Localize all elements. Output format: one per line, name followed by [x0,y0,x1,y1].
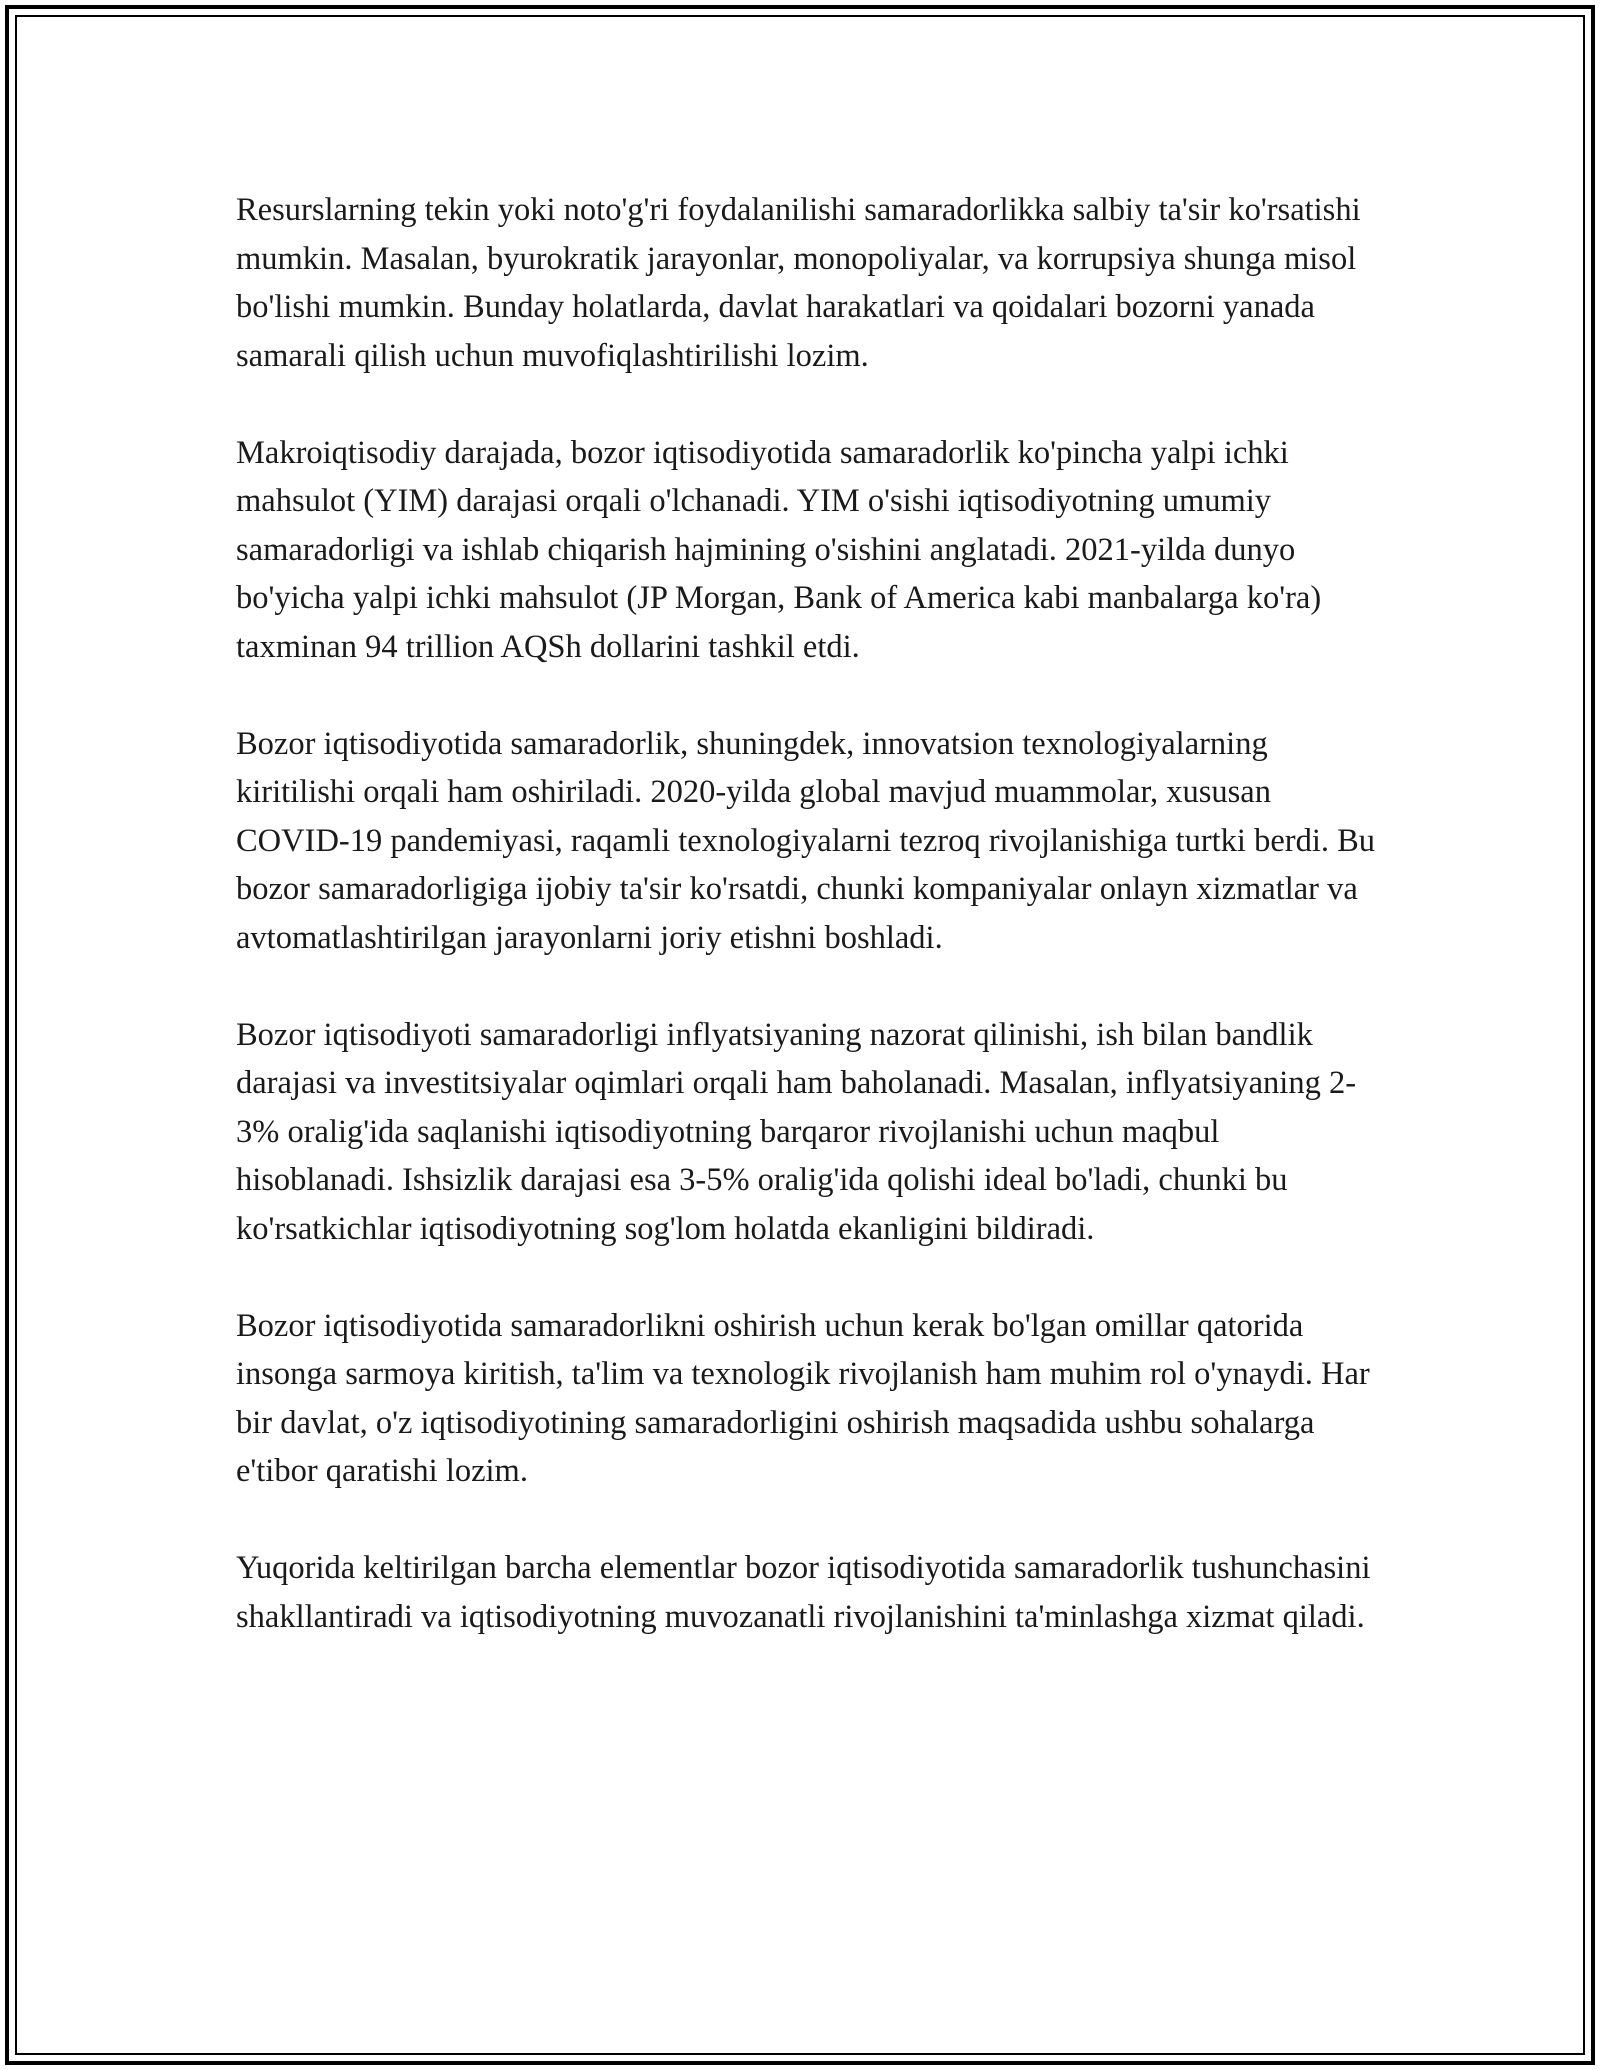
paragraph-3: Bozor iqtisodiyotida samaradorlik, shuningdek, innovatsion texnologiyalarning kiritilishi orqali ham oshiriladi. 2020-yilda global mavjud muammolar, xususan COVID-19 pandemiyasi, raqamli texnologiyalarni tezroq rivojlanishiga turtki berdi. Bu bozor samaradorligiga ijobiy ta'sir ko'rsatdi, chunki kompaniyalar onlayn xizmatlar va avtomatlashtirilgan jarayonlarni joriy etishni boshladi. [236,725,1376,956]
paragraph-1: Resurslarning tekin yoki noto'g'ri foydalanilishi samaradorlikka salbiy ta'sir ko'rsatishi mumkin. Masalan, byurokratik jarayonlar, monopoliyalar, va korrupsiya shunga misol bo'lishi mumkin. Bunday holatlarda, davlat harakatlari va qoidalari bozorni yanada samarali qilish uchun muvofiqlashtirilishi lozim. [236,192,1361,374]
paragraph-4: Bozor iqtisodiyoti samaradorligi inflyatsiyaning nazorat qilinishi, ish bilan bandlik darajasi va investitsiyalar oqimlari orqali ham baholanadi. Masalan, inflyatsiyaning 2-3% oralig'ida saqlanishi iqtisodiyotning barqaror rivojlanishi uchun maqbul hisoblanadi. Ishsizlik darajasi esa 3-5% oralig'ida qolishi ideal bo'ladi, chunki bu ko'rsatkichlar iqtisodiyotning sog'lom holatda ekanligini bildiradi. [236,1016,1357,1247]
document-body [236,186,1376,1690]
paragraph-6: Yuqorida keltirilgan barcha elementlar bozor iqtisodiyotida samaradorlik tushunchasini shakllantiradi va iqtisodiyotning muvozanatli rivojlanishini ta'minlashga xizmat qiladi. [236,1550,1371,1635]
paragraph-2: Makroiqtisodiy darajada, bozor iqtisodiyotida samaradorlik ko'pincha yalpi ichki mahsulot (YIM) darajasi orqali o'lchanadi. YIM o'sishi iqtisodiyotning umumiy samaradorligi va ishlab chiqarish hajmining o'sishini anglatadi. 2021-yilda dunyo bo'yicha yalpi ichki mahsulot (JP Morgan, Bank of America kabi manbalarga ko'ra) taxminan 94 trillion AQSh dollarini tashkil etdi. [236,434,1322,665]
paragraph-5: Bozor iqtisodiyotida samaradorlikni oshirish uchun kerak bo'lgan omillar qatorida insonga sarmoya kiritish, ta'lim va texnologik rivojlanish ham muhim rol o'ynaydi. Har bir davlat, o'z iqtisodiyotining samaradorligini oshirish maqsadida ushbu sohalarga e'tibor qaratishi lozim. [236,1307,1370,1489]
